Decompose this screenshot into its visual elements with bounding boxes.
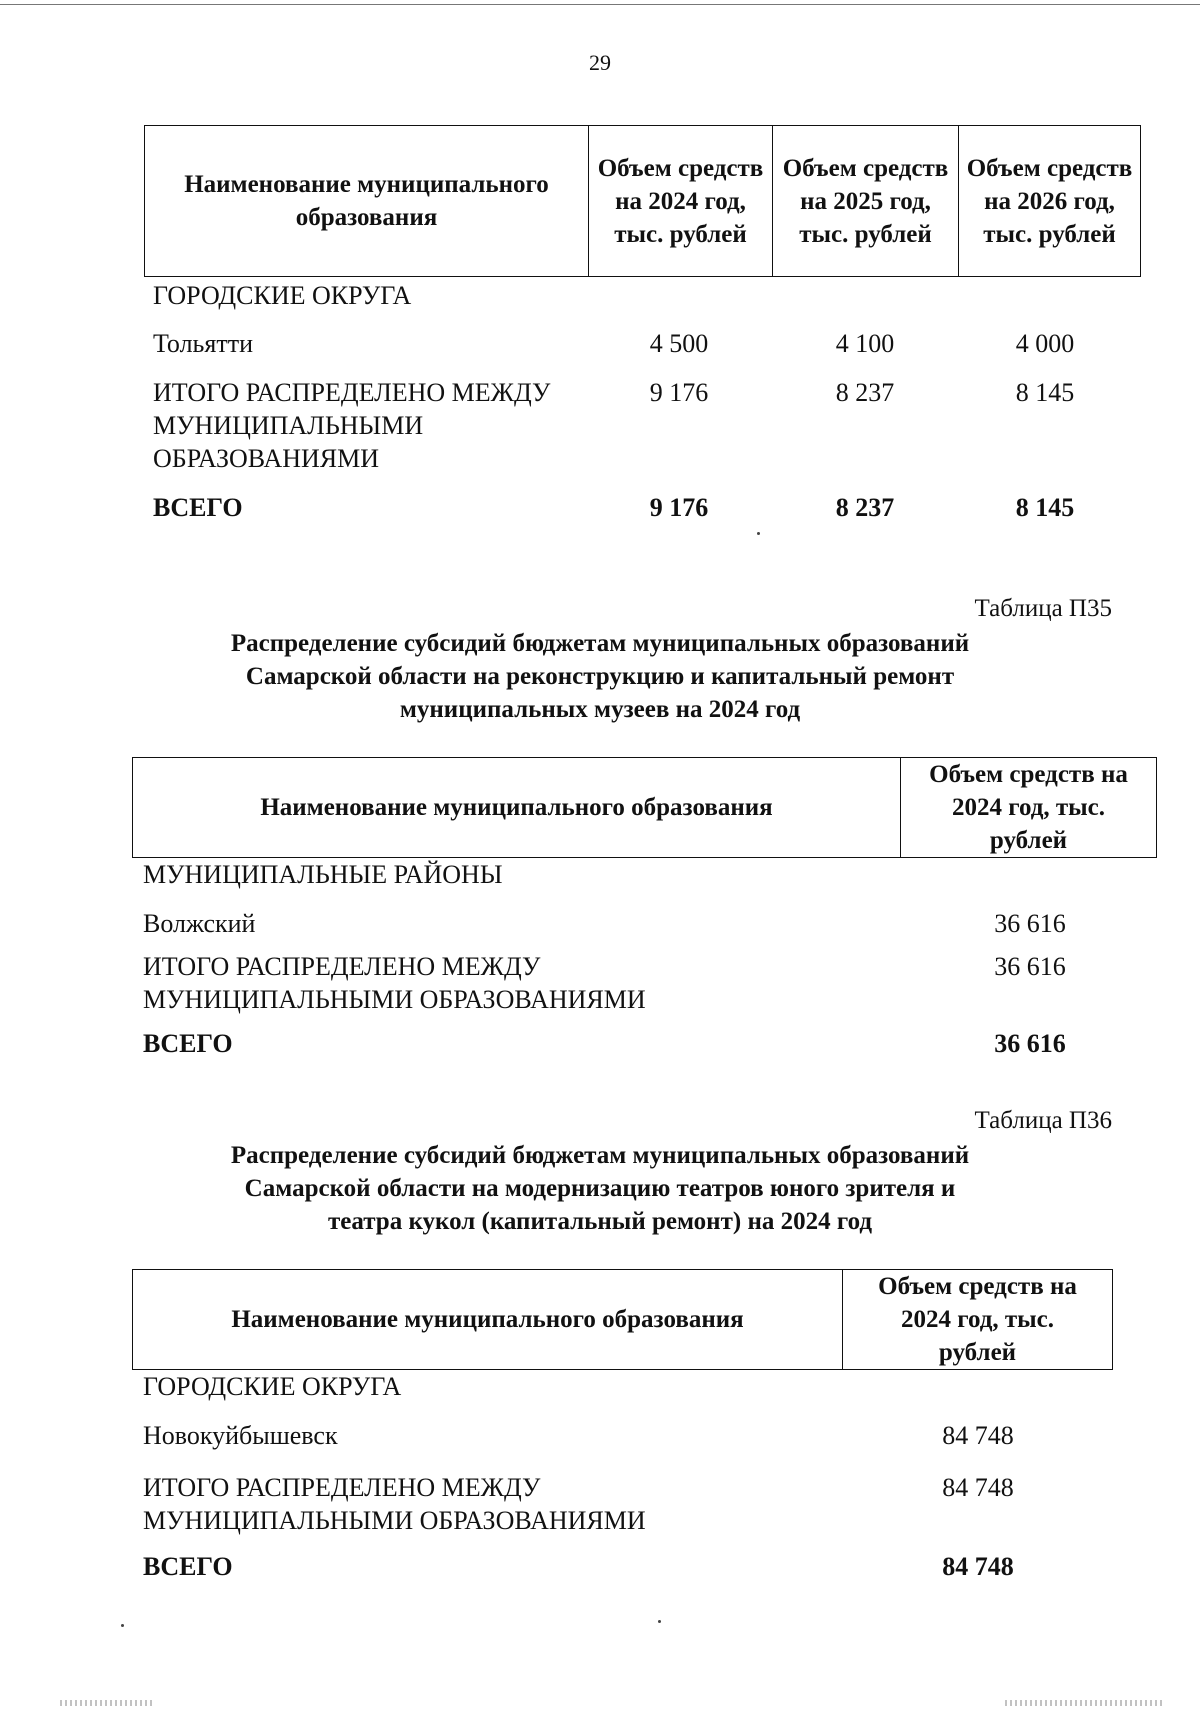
row-value-2025: 8 237 bbox=[835, 378, 895, 407]
table-title-p35: Распределение субсидий бюджетам муниципальных образований Самарской области на реконструкцию и капитальный ремонт муниципальных музеев на 2024 год bbox=[230, 630, 970, 723]
table-label-p35: Таблица П35 bbox=[974, 595, 1112, 622]
row-name: Волжский bbox=[143, 909, 256, 938]
row-value-2024: 36 616 bbox=[994, 909, 1066, 938]
total-label: ВСЕГО bbox=[143, 1029, 233, 1058]
section-label: ГОРОДСКИЕ ОКРУГА bbox=[143, 1372, 402, 1401]
row-name: Новокуйбышевск bbox=[143, 1421, 338, 1450]
total-value-2024: 84 748 bbox=[942, 1552, 1014, 1581]
table-p36-header bbox=[132, 1269, 1113, 1370]
scan-speck bbox=[658, 1620, 661, 1623]
row-value-2024: 9 176 bbox=[649, 378, 709, 407]
scan-noise bbox=[1005, 1700, 1165, 1706]
header-municipality: Наименование муниципального образования bbox=[133, 1270, 843, 1370]
total-value-2026: 8 145 bbox=[1015, 493, 1075, 522]
header-municipality: Наименование муниципального образования bbox=[133, 758, 901, 858]
header-volume-2025: Объем средств на 2025 год, тыс. рублей bbox=[773, 126, 959, 277]
row-name: ИТОГО РАСПРЕДЕЛЕНО МЕЖДУ МУНИЦИПАЛЬНЫМИ ОБРАЗОВАНИЯМИ bbox=[153, 378, 551, 473]
total-value-2025: 8 237 bbox=[835, 493, 895, 522]
table-p35-header bbox=[132, 757, 1157, 858]
header-municipality: Наименование муниципального образования bbox=[145, 126, 589, 277]
header-volume-2026: Объем средств на 2026 год, тыс. рублей bbox=[959, 126, 1141, 277]
row-value-2025: 4 100 bbox=[835, 329, 895, 358]
table-cont-header bbox=[144, 125, 1141, 277]
row-name: Тольятти bbox=[153, 329, 254, 358]
total-value-2024: 36 616 bbox=[994, 1029, 1066, 1058]
header-volume-2024: Объем средств на 2024 год, тыс. рублей bbox=[843, 1270, 1113, 1370]
header-volume-2024: Объем средств на 2024 год, тыс. рублей bbox=[589, 126, 773, 277]
top-border-line bbox=[0, 4, 1200, 5]
total-value-2024: 9 176 bbox=[649, 493, 709, 522]
header-volume-2024: Объем средств на 2024 год, тыс. рублей bbox=[901, 758, 1157, 858]
row-value-2026: 4 000 bbox=[1015, 329, 1075, 358]
table-label-p36: Таблица П36 bbox=[974, 1107, 1112, 1134]
row-name: ИТОГО РАСПРЕДЕЛЕНО МЕЖДУ МУНИЦИПАЛЬНЫМИ ОБРАЗОВАНИЯМИ bbox=[143, 952, 646, 1014]
scan-noise bbox=[60, 1700, 155, 1706]
scan-speck bbox=[121, 1624, 124, 1627]
row-value-2024: 36 616 bbox=[994, 952, 1066, 981]
scan-speck bbox=[757, 532, 760, 535]
row-value-2026: 8 145 bbox=[1015, 378, 1075, 407]
total-label: ВСЕГО bbox=[153, 493, 243, 522]
section-label: ГОРОДСКИЕ ОКРУГА bbox=[153, 281, 412, 310]
row-value-2024: 84 748 bbox=[942, 1473, 1014, 1502]
table-title-p36: Распределение субсидий бюджетам муниципальных образований Самарской области на модернизацию театров юного зрителя и театра кукол (капитальный ремонт) на 2024 год bbox=[230, 1142, 970, 1235]
total-label: ВСЕГО bbox=[143, 1552, 233, 1581]
page-number: 29 bbox=[589, 50, 611, 75]
section-label: МУНИЦИПАЛЬНЫЕ РАЙОНЫ bbox=[143, 860, 503, 889]
row-value-2024: 84 748 bbox=[942, 1421, 1014, 1450]
row-value-2024: 4 500 bbox=[649, 329, 709, 358]
row-name: ИТОГО РАСПРЕДЕЛЕНО МЕЖДУ МУНИЦИПАЛЬНЫМИ ОБРАЗОВАНИЯМИ bbox=[143, 1473, 646, 1535]
